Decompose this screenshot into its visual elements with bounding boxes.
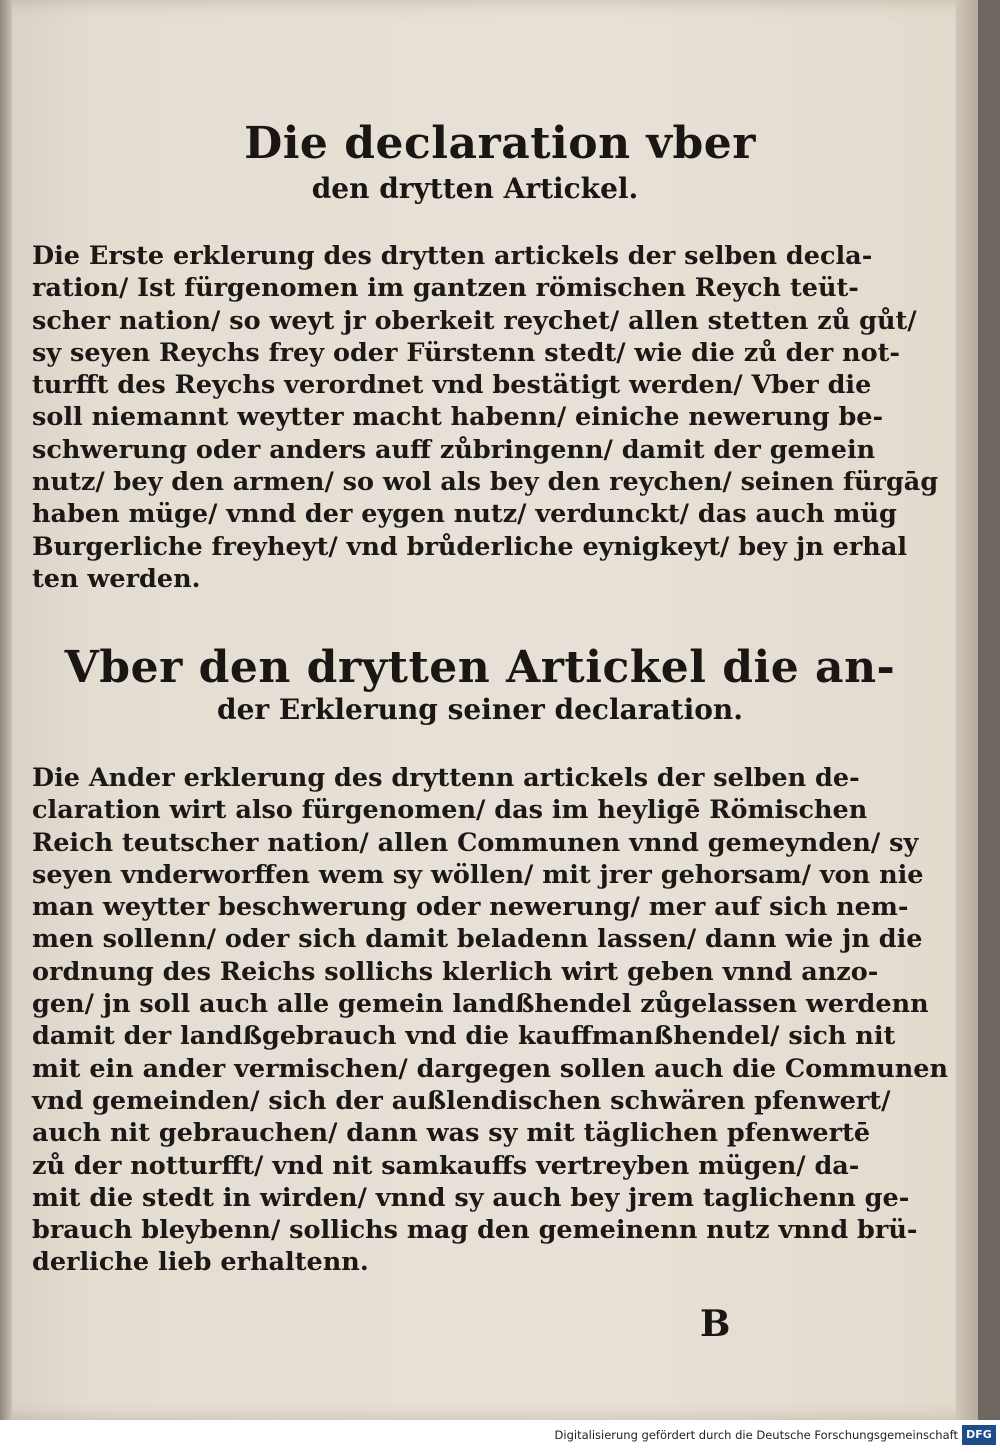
- section2-paragraph: [32, 762, 949, 1279]
- text-line: haben müge/ vnnd der eygen nutz/ verdunckt/ das auch müg: [32, 499, 897, 530]
- text-line: men sollenn/ oder sich damit beladenn lassen/ dann wie jn die: [32, 924, 923, 955]
- text-line: seyen vnderworffen wem sy wöllen/ mit jrer gehorsam/ von nie: [32, 859, 924, 890]
- text-line: gen/ jn soll auch alle gemein landßhendel zůgelassen werdenn: [32, 989, 929, 1020]
- section1-subtitle: den drytten Artickel.: [311, 172, 639, 205]
- text-line: derliche lieb erhaltenn.: [32, 1247, 369, 1278]
- text-line: nutz/ bey den armen/ so wol als bey den reychen/ seinen fürgāg: [32, 467, 939, 498]
- text-line: ten werden.: [32, 563, 201, 594]
- text-line: schwerung oder anders auff zůbringenn/ damit der gemein: [32, 434, 876, 465]
- section2-subtitle: der Erklerung seiner declaration.: [217, 693, 743, 726]
- text-line: zů der notturfft/ vnd nit samkauffs vertreyben mügen/ da-: [32, 1150, 860, 1181]
- text-line: turfft des Reychs verordnet vnd bestätigt werden/ Vber die: [32, 370, 872, 401]
- signature-mark: B: [700, 1303, 731, 1345]
- section1-title: Die declaration vber: [244, 118, 756, 169]
- text-line: mit ein ander vermischen/ dargegen sollen auch die Communen: [32, 1053, 949, 1084]
- text-line: damit der landßgebrauch vnd die kauffmanßhendel/ sich nit: [32, 1021, 896, 1052]
- text-line: Die Erste erklerung des drytten artickels der selben decla-: [32, 241, 873, 271]
- section2-title: Vber den drytten Artickel die an-: [64, 642, 896, 693]
- text-line: brauch bleybenn/ sollichs mag den gemeinenn nutz vnnd brü-: [32, 1215, 918, 1246]
- text-line: soll niemannt weytter macht habenn/ einiche newerung be-: [32, 402, 884, 433]
- text-line: claration wirt also fürgenomen/ das im heyligē Römischen: [32, 795, 868, 826]
- text-line: sy seyen Reychs frey oder Fürstenn stedt/ wie die zů der not-: [32, 337, 900, 368]
- section1-paragraph: [32, 240, 939, 595]
- text-line: Burgerliche freyheyt/ vnd brůderliche eynigkeyt/ bey jn erhal: [32, 531, 908, 562]
- digitization-credit: Digitalisierung gefördert durch die Deutsche Forschungsgemeinschaft: [554, 1428, 958, 1442]
- dfg-logo: DFG: [962, 1425, 996, 1445]
- text-line: scher nation/ so weyt jr oberkeit reychet/ allen stetten zů gůt/: [32, 305, 917, 336]
- text-line: mit die stedt in wirden/ vnnd sy auch bey jrem taglichenn ge-: [32, 1182, 910, 1213]
- text-line: ration/ Ist fürgenomen im gantzen römischen Reych teüt-: [32, 273, 859, 304]
- text-line: auch nit gebrauchen/ dann was sy mit täglichen pfenwertē: [32, 1118, 871, 1149]
- text-line: ordnung des Reichs sollichs klerlich wirt geben vnnd anzo-: [32, 956, 879, 987]
- text-line: Die Ander erklerung des dryttenn artickels der selben de-: [32, 763, 860, 793]
- text-line: vnd gemeinden/ sich der außlendischen schwären pfenwert/: [32, 1085, 891, 1116]
- text-line: Reich teutscher nation/ allen Communen vnnd gemeynden/ sy: [32, 827, 919, 858]
- text-line: man weytter beschwerung oder newerung/ mer auf sich nem-: [32, 892, 909, 923]
